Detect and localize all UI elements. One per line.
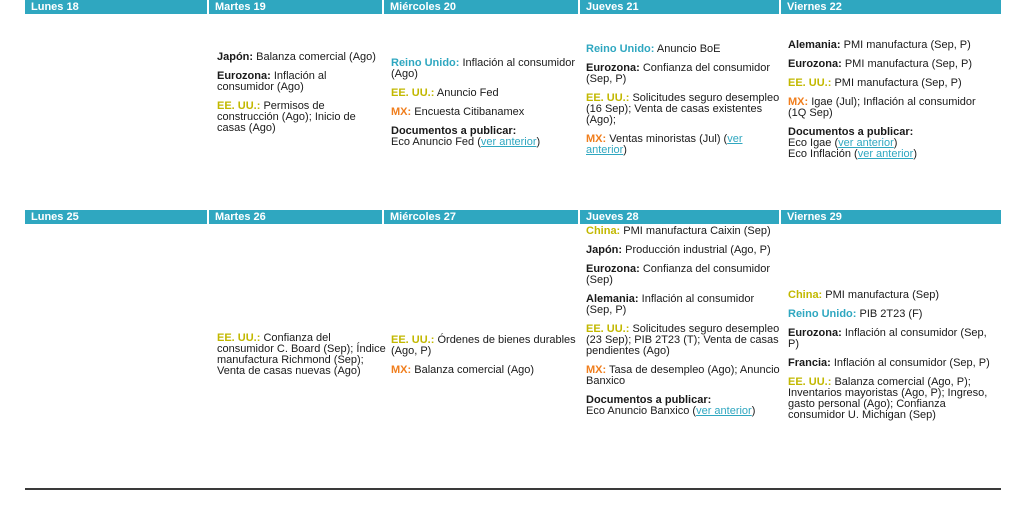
calendar-entry (586, 294, 781, 316)
event-text: PIB 2T23 (F) (859, 307, 923, 320)
document-name: Eco Igae ( (788, 137, 839, 149)
day-header-martes-26: Martes 26 (207, 210, 382, 224)
calendar-entry (217, 71, 386, 93)
country-label: MX: (586, 133, 607, 145)
calendar-entry (391, 58, 581, 80)
calendar-entry (586, 134, 781, 156)
event-text: PMI manufactura (Sep) (825, 288, 940, 301)
day-header-jueves-21: Jueves 21 (578, 0, 779, 14)
event-text: Solicitudes seguro desempleo (23 Sep); PIB 2T23 (T); Venta de casas pendientes (Ago) (586, 323, 780, 357)
day-cell-miercoles-20 (389, 14, 585, 210)
event-text: Balanza comercial (Ago, P); Inventarios mayoristas (Ago, P); Ingreso, gasto personal (Ago); Confianza consumidor U. Michigan (Sep) (788, 375, 988, 421)
country-label: Reino Unido: (586, 43, 655, 55)
day-cell-lunes-18 (25, 14, 207, 210)
event-text: Igae (Jul); Inflación al consumidor (1Q Sep) (788, 96, 976, 119)
country-label: Alemania: (788, 39, 841, 51)
country-label: EE. UU.: (217, 332, 261, 344)
week-2-calendar (25, 210, 1001, 486)
day-header-lunes-18: Lunes 18 (25, 0, 207, 14)
document-name: Eco Anuncio Fed ( (391, 136, 481, 148)
documents-title: Documentos a publicar: (788, 126, 914, 138)
event-text: Confianza del consumidor (Sep, P) (586, 62, 771, 85)
country-label: Reino Unido: (391, 57, 460, 69)
day-header-martes-19: Martes 19 (207, 0, 382, 14)
event-text: Encuesta Citibanamex (414, 106, 525, 118)
country-label: EE. UU.: (788, 375, 832, 388)
documents-title: Documentos a publicar: (586, 394, 712, 406)
calendar-entry (217, 52, 386, 63)
calendar-entry (788, 78, 997, 89)
day-cell-miercoles-27 (389, 224, 585, 486)
calendar-entry (586, 63, 781, 85)
calendar-entry (788, 358, 997, 369)
country-label: Alemania: (586, 293, 639, 305)
calendar-entry (586, 324, 781, 357)
country-label: EE. UU.: (586, 92, 630, 104)
day-cell-jueves-21 (584, 14, 785, 210)
documents-block (391, 126, 581, 148)
day-header-jueves-28: Jueves 28 (578, 210, 779, 224)
country-label: China: (586, 225, 621, 237)
calendar-entry (788, 97, 997, 119)
event-text: Inflación al consumidor (Sep, P) (788, 326, 987, 350)
country-label: MX: (586, 364, 607, 376)
calendar-entry (788, 309, 997, 320)
event-text: Inflación al consumidor (Sep, P) (833, 356, 990, 369)
event-text: Confianza del consumidor (Sep) (586, 263, 771, 286)
event-text: Ventas minoristas (Jul) ( (609, 133, 728, 145)
calendar-entry (586, 226, 781, 237)
day-cell-viernes-29 (786, 224, 1001, 486)
country-label: Francia: (788, 356, 831, 369)
documents-block (586, 395, 781, 417)
event-text: Inflación al consumidor (Ago) (391, 57, 576, 80)
documents-block (788, 127, 997, 160)
event-text: Solicitudes seguro desempleo (16 Sep); Venta de casas existentes (Ago); (586, 92, 780, 126)
document-line (586, 406, 781, 417)
calendar-entry (586, 264, 781, 286)
document-line (788, 149, 997, 160)
calendar-entry (391, 335, 581, 357)
ver-anterior-link[interactable]: ver anterior (480, 136, 537, 148)
event-text: Inflación al consumidor (Sep, P) (586, 293, 755, 316)
calendar-entry (391, 88, 581, 99)
country-label: EE. UU.: (391, 333, 435, 346)
calendar-entry (788, 40, 997, 51)
ver-anterior-link[interactable]: ver anterior (838, 137, 894, 149)
day-cell-martes-26 (215, 224, 390, 486)
document-line (391, 137, 581, 148)
calendar-entry (586, 93, 781, 126)
document-name: Eco Inflación ( (788, 148, 858, 160)
country-label: Reino Unido: (788, 307, 857, 320)
country-label: Eurozona: (788, 58, 842, 70)
event-text: Tasa de desempleo (Ago); Anuncio Banxico (586, 364, 780, 387)
closing-paren: ) (623, 144, 627, 156)
country-label: Japón: (586, 244, 623, 256)
event-text: Balanza comercial (Ago) (414, 363, 535, 376)
day-header-viernes-22: Viernes 22 (779, 0, 1001, 14)
ver-anterior-link[interactable]: ver anterior (857, 148, 914, 160)
day-cell-jueves-28 (584, 224, 785, 486)
week-2-body (25, 224, 1001, 486)
calendar-entry (586, 365, 781, 387)
event-text: PMI manufactura (Sep, P) (843, 39, 971, 51)
ver-anterior-link[interactable]: ver anterior (696, 405, 752, 417)
event-text: Confianza del consumidor C. Board (Sep); Índice manufactura Richmond (Sep); Venta de casas nuevas (Ago) (217, 332, 386, 377)
event-text: Anuncio BoE (656, 43, 721, 55)
country-label: MX: (391, 363, 412, 376)
calendar-entry (391, 365, 581, 376)
event-text: PMI manufactura (Sep, P) (834, 77, 962, 89)
country-label: Japón: (217, 51, 254, 63)
event-text: PMI manufactura (Sep, P) (844, 58, 973, 70)
closing-paren: ) (536, 136, 541, 148)
calendar-entry (217, 333, 386, 377)
calendar-entry (788, 290, 997, 301)
country-label: MX: (788, 96, 809, 108)
event-text: Inflación al consumidor (Ago) (217, 70, 327, 93)
event-text: Balanza comercial (Ago) (256, 51, 376, 63)
week-2-header (25, 210, 1001, 224)
closing-paren: ) (751, 405, 756, 417)
documents-title: Documentos a publicar: (391, 125, 517, 137)
calendar-entry (586, 245, 781, 256)
day-cell-viernes-22 (786, 14, 1001, 210)
footer-divider (25, 488, 1001, 490)
country-label: EE. UU.: (788, 77, 832, 89)
week-1-calendar (25, 0, 1001, 210)
week-1-body (25, 14, 1001, 210)
country-label: Eurozona: (788, 326, 842, 339)
country-label: MX: (391, 106, 412, 118)
event-text: Permisos de construcción (Ago); Inicio de casas (Ago) (217, 100, 356, 134)
country-label: Eurozona: (586, 263, 640, 275)
calendar-entry (788, 59, 997, 70)
country-label: China: (788, 288, 823, 301)
calendar-entry (391, 107, 581, 118)
closing-paren: ) (913, 148, 918, 160)
country-label: Eurozona: (217, 70, 271, 82)
ver-anterior-link[interactable]: ver anterior (586, 133, 743, 156)
day-header-miercoles-20: Miércoles 20 (382, 0, 578, 14)
country-label: EE. UU.: (586, 323, 630, 335)
calendar-entry (788, 377, 997, 421)
event-text: Producción industrial (Ago, P) (625, 244, 771, 256)
country-label: EE. UU.: (391, 87, 435, 99)
day-cell-lunes-25 (25, 224, 207, 486)
document-name: Eco Anuncio Banxico ( (586, 405, 697, 417)
country-label: EE. UU.: (217, 100, 261, 112)
calendar-entry (788, 328, 997, 350)
week-1-header (25, 0, 1001, 14)
event-text: Anuncio Fed (436, 87, 499, 99)
day-header-lunes-25: Lunes 25 (25, 210, 207, 224)
country-label: Eurozona: (586, 62, 640, 74)
calendar-entry (217, 101, 386, 134)
day-header-miercoles-27: Miércoles 27 (382, 210, 578, 224)
day-header-viernes-29: Viernes 29 (779, 210, 1001, 224)
day-cell-martes-19 (215, 14, 390, 210)
closing-paren: ) (893, 137, 898, 149)
calendar-entry (586, 44, 781, 55)
event-text: Órdenes de bienes durables (Ago, P) (391, 333, 576, 357)
event-text: PMI manufactura Caixin (Sep) (623, 225, 771, 237)
